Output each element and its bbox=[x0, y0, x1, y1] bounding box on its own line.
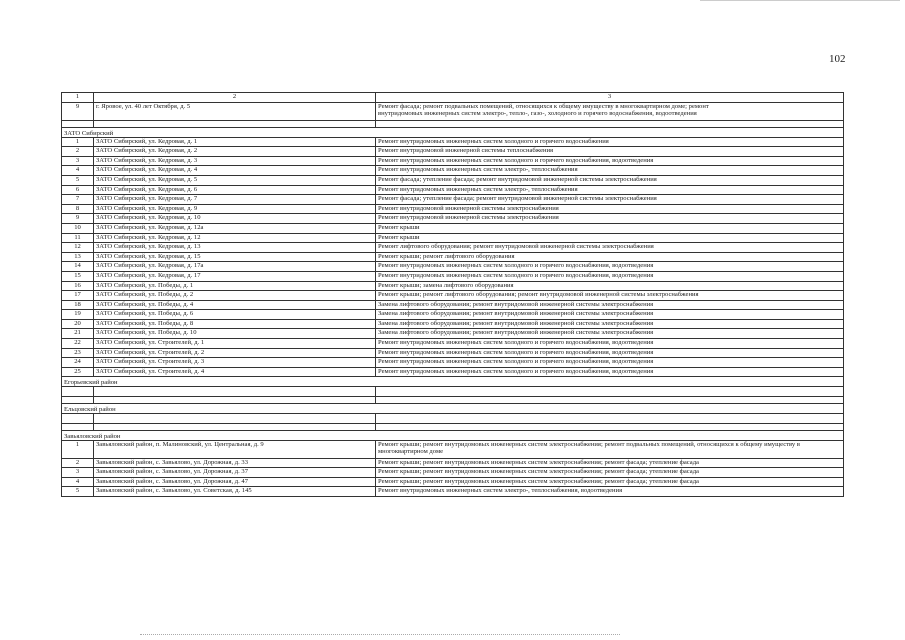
row-address: ЗАТО Сибирский, ул. Победы, д. 10 bbox=[94, 329, 376, 339]
row-number: 10 bbox=[62, 223, 94, 233]
page-number: 102 bbox=[829, 53, 846, 65]
row-address: ЗАТО Сибирский, ул. Победы, д. 2 bbox=[94, 291, 376, 301]
row-address: Завьяловский район, п. Малиновский, ул. Центральная, д. 9 bbox=[94, 440, 376, 458]
row-address: ЗАТО Сибирский, ул. Кедровая, д. 9 bbox=[94, 204, 376, 214]
table-row bbox=[62, 271, 844, 281]
row-work: Замена лифтового оборудования; ремонт внутридомовой инженерной системы электроснабжения bbox=[376, 310, 844, 320]
row-number: 12 bbox=[62, 243, 94, 253]
row-work: Ремонт внутридомовой инженерной системы электроснабжения bbox=[376, 204, 844, 214]
row-number: 2 bbox=[62, 147, 94, 157]
row-work: Ремонт крыши; ремонт лифтового оборудования bbox=[376, 252, 844, 262]
table-row bbox=[62, 281, 844, 291]
section-title: Егорьевский район bbox=[62, 377, 844, 387]
row-address: ЗАТО Сибирский, ул. Строителей, д. 2 bbox=[94, 348, 376, 358]
row-work: Замена лифтового оборудования; ремонт внутридомовой инженерной системы электроснабжения bbox=[376, 319, 844, 329]
row-work: Ремонт внутридомовых инженерных систем холодного и горячего водоснабжения bbox=[376, 137, 844, 147]
row-number: 5 bbox=[62, 175, 94, 185]
header-row bbox=[62, 93, 844, 103]
row-number: 4 bbox=[62, 477, 94, 487]
section-title: Завьяловский район bbox=[62, 430, 844, 440]
row-work: Ремонт крыши; ремонт внутридомовых инженерных систем электроснабжения; ремонт подвальных помещений, относящихся к общему имуществу в многоквартирном доме bbox=[376, 440, 844, 458]
table-row bbox=[62, 367, 844, 377]
row-number: 21 bbox=[62, 329, 94, 339]
row-address: ЗАТО Сибирский, ул. Кедровая, д. 17 bbox=[94, 271, 376, 281]
table-row bbox=[62, 348, 844, 358]
row-work: Ремонт внутридомовой инженерной системы теплоснабжения bbox=[376, 147, 844, 157]
row-address: г. Яровое, ул. 40 лет Октября, д. 5 bbox=[94, 102, 376, 120]
header-col-3: 3 bbox=[376, 93, 844, 103]
row-work: Ремонт крыши bbox=[376, 233, 844, 243]
row-number: 13 bbox=[62, 252, 94, 262]
section-heading-row bbox=[62, 127, 844, 137]
table-row bbox=[62, 185, 844, 195]
row-address: ЗАТО Сибирский, ул. Кедровая, д. 7 bbox=[94, 195, 376, 205]
table-row bbox=[62, 319, 844, 329]
table-row bbox=[62, 195, 844, 205]
table-row bbox=[62, 300, 844, 310]
row-number: 1 bbox=[62, 137, 94, 147]
row-number: 6 bbox=[62, 185, 94, 195]
row-number: 7 bbox=[62, 195, 94, 205]
table-row bbox=[62, 477, 844, 487]
row-work: Ремонт внутридомовых инженерных систем холодного и горячего водоснабжения, водоотведения bbox=[376, 156, 844, 166]
table-row bbox=[62, 310, 844, 320]
row-address: Завьяловский район, с. Завьялово, ул. Дорожная, д. 47 bbox=[94, 477, 376, 487]
section-heading-row bbox=[62, 404, 844, 414]
row-address: ЗАТО Сибирский, ул. Кедровая, д. 3 bbox=[94, 156, 376, 166]
row-number: 9 bbox=[62, 214, 94, 224]
row-work: Ремонт крыши; ремонт лифтового оборудования; ремонт внутридомовой инженерной системы электроснабжения bbox=[376, 291, 844, 301]
table-row bbox=[62, 223, 844, 233]
row-address: ЗАТО Сибирский, ул. Победы, д. 1 bbox=[94, 281, 376, 291]
empty-row bbox=[62, 387, 844, 397]
row-number: 1 bbox=[62, 440, 94, 458]
row-number: 2 bbox=[62, 458, 94, 468]
table-row bbox=[62, 233, 844, 243]
row-address: ЗАТО Сибирский, ул. Кедровая, д. 12 bbox=[94, 233, 376, 243]
table-row bbox=[62, 329, 844, 339]
row-work: Ремонт крыши; замена лифтового оборудования bbox=[376, 281, 844, 291]
row-work: Ремонт крыши bbox=[376, 223, 844, 233]
row-work bbox=[376, 102, 844, 120]
row-address: ЗАТО Сибирский, ул. Строителей, д. 3 bbox=[94, 358, 376, 368]
table-row bbox=[62, 252, 844, 262]
row-number: 11 bbox=[62, 233, 94, 243]
row-work-line: Ремонт фасада; ремонт подвальных помещений, относящихся к общему имуществу в многоквартирном доме; ремонт bbox=[378, 102, 709, 110]
section-title: Ельцовский район bbox=[62, 404, 844, 414]
row-address: ЗАТО Сибирский, ул. Победы, д. 6 bbox=[94, 310, 376, 320]
table-row bbox=[62, 440, 844, 458]
header-col-1: 1 bbox=[62, 93, 94, 103]
table-row bbox=[62, 262, 844, 272]
table-row bbox=[62, 137, 844, 147]
row-number: 19 bbox=[62, 310, 94, 320]
table-row bbox=[62, 468, 844, 478]
row-number: 14 bbox=[62, 262, 94, 272]
table-row bbox=[62, 102, 844, 120]
row-address: ЗАТО Сибирский, ул. Кедровая, д. 13 bbox=[94, 243, 376, 253]
row-address: ЗАТО Сибирский, ул. Строителей, д. 1 bbox=[94, 339, 376, 349]
row-number: 5 bbox=[62, 487, 94, 497]
row-number: 25 bbox=[62, 367, 94, 377]
table-row bbox=[62, 487, 844, 497]
row-address: ЗАТО Сибирский, ул. Кедровая, д. 5 bbox=[94, 175, 376, 185]
row-number: 20 bbox=[62, 319, 94, 329]
row-address: ЗАТО Сибирский, ул. Кедровая, д. 4 bbox=[94, 166, 376, 176]
table-row bbox=[62, 458, 844, 468]
row-address: Завьяловский район, с. Завьялово, ул. Советская, д. 145 bbox=[94, 487, 376, 497]
section-heading-row bbox=[62, 377, 844, 387]
row-number: 4 bbox=[62, 166, 94, 176]
row-work: Ремонт внутридомовых инженерных систем холодного и горячего водоснабжения, водоотведения bbox=[376, 339, 844, 349]
table-row bbox=[62, 204, 844, 214]
row-number: 3 bbox=[62, 156, 94, 166]
row-work: Замена лифтового оборудования; ремонт внутридомовой инженерной системы электроснабжения bbox=[376, 329, 844, 339]
row-work: Ремонт лифтового оборудования; ремонт внутридомовой инженерной системы электроснабжения bbox=[376, 243, 844, 253]
row-number: 18 bbox=[62, 300, 94, 310]
row-address: ЗАТО Сибирский, ул. Кедровая, д. 15 bbox=[94, 252, 376, 262]
row-address: ЗАТО Сибирский, ул. Кедровая, д. 6 bbox=[94, 185, 376, 195]
row-number: 9 bbox=[62, 102, 94, 120]
top-edge-line bbox=[700, 0, 900, 1]
row-number: 15 bbox=[62, 271, 94, 281]
row-work: Ремонт внутридомовых инженерных систем холодного и горячего водоснабжения, водоотведения bbox=[376, 262, 844, 272]
row-work: Ремонт внутридомовых инженерных систем электро-, теплоснабжения bbox=[376, 185, 844, 195]
row-work: Ремонт внутридомовой инженерной системы электроснабжения bbox=[376, 214, 844, 224]
row-work: Ремонт крыши; ремонт внутридомовых инженерных систем электроснабжения; ремонт фасада; утепление фасада bbox=[376, 477, 844, 487]
works-table bbox=[61, 92, 844, 497]
table-row bbox=[62, 214, 844, 224]
table-row bbox=[62, 156, 844, 166]
section-heading-row bbox=[62, 430, 844, 440]
row-address: Завьяловский район, с. Завьялово, ул. Дорожная, д. 37 bbox=[94, 468, 376, 478]
row-number: 3 bbox=[62, 468, 94, 478]
table-row bbox=[62, 358, 844, 368]
row-work: Ремонт крыши; ремонт внутридомовых инженерных систем электроснабжения; ремонт фасада; утепление фасада bbox=[376, 468, 844, 478]
row-work: Ремонт внутридомовых инженерных систем холодного и горячего водоснабжения, водоотведения bbox=[376, 348, 844, 358]
row-work: Ремонт внутридомовых инженерных систем электро-, теплоснабжения bbox=[376, 166, 844, 176]
table-row bbox=[62, 291, 844, 301]
row-work: Ремонт фасада; утепление фасада; ремонт внутридомовой инженерной системы электроснабжения bbox=[376, 175, 844, 185]
row-work: Ремонт фасада; утепление фасада; ремонт внутридомовой инженерной системы электроснабжения bbox=[376, 195, 844, 205]
row-address: ЗАТО Сибирский, ул. Кедровая, д. 2 bbox=[94, 147, 376, 157]
spacer-row bbox=[62, 120, 844, 127]
spacer-row bbox=[62, 423, 844, 430]
table-row bbox=[62, 339, 844, 349]
row-work: Ремонт внутридомовых инженерных систем холодного и горячего водоснабжения, водоотведения bbox=[376, 271, 844, 281]
row-address: ЗАТО Сибирский, ул. Кедровая, д. 12а bbox=[94, 223, 376, 233]
table-row bbox=[62, 243, 844, 253]
bottom-edge-line bbox=[140, 634, 620, 635]
empty-row bbox=[62, 414, 844, 424]
row-work: Замена лифтового оборудования; ремонт внутридомовой инженерной системы электроснабжения bbox=[376, 300, 844, 310]
row-address: ЗАТО Сибирский, ул. Победы, д. 8 bbox=[94, 319, 376, 329]
row-address: ЗАТО Сибирский, ул. Победы, д. 4 bbox=[94, 300, 376, 310]
row-work: Ремонт крыши; ремонт внутридомовых инженерных систем электроснабжения; ремонт фасада; утепление фасада bbox=[376, 458, 844, 468]
row-number: 24 bbox=[62, 358, 94, 368]
table-row bbox=[62, 175, 844, 185]
row-address: ЗАТО Сибирский, ул. Кедровая, д. 1 bbox=[94, 137, 376, 147]
row-address: ЗАТО Сибирский, ул. Кедровая, д. 17а bbox=[94, 262, 376, 272]
row-number: 22 bbox=[62, 339, 94, 349]
row-address: Завьяловский район, с. Завьялово, ул. Дорожная, д. 33 bbox=[94, 458, 376, 468]
row-number: 23 bbox=[62, 348, 94, 358]
row-work: Ремонт внутридомовых инженерных систем холодного и горячего водоснабжения, водоотведения bbox=[376, 367, 844, 377]
spacer-row bbox=[62, 397, 844, 404]
row-number: 8 bbox=[62, 204, 94, 214]
row-work: Ремонт внутридомовых инженерных систем электро-, теплоснабжения, водоотведения bbox=[376, 487, 844, 497]
row-address: ЗАТО Сибирский, ул. Кедровая, д. 10 bbox=[94, 214, 376, 224]
row-address: ЗАТО Сибирский, ул. Строителей, д. 4 bbox=[94, 367, 376, 377]
row-work: Ремонт внутридомовых инженерных систем холодного и горячего водоснабжения, водоотведения bbox=[376, 358, 844, 368]
table-row bbox=[62, 166, 844, 176]
header-col-2: 2 bbox=[94, 93, 376, 103]
table-row bbox=[62, 147, 844, 157]
row-number: 16 bbox=[62, 281, 94, 291]
section-title: ЗАТО Сибирский bbox=[62, 127, 844, 137]
row-work-line: внутридомовых инженерных систем электро-, тепло-, газо-, холодного и горячего водоснабжения, водоотведения bbox=[378, 109, 697, 117]
row-number: 17 bbox=[62, 291, 94, 301]
